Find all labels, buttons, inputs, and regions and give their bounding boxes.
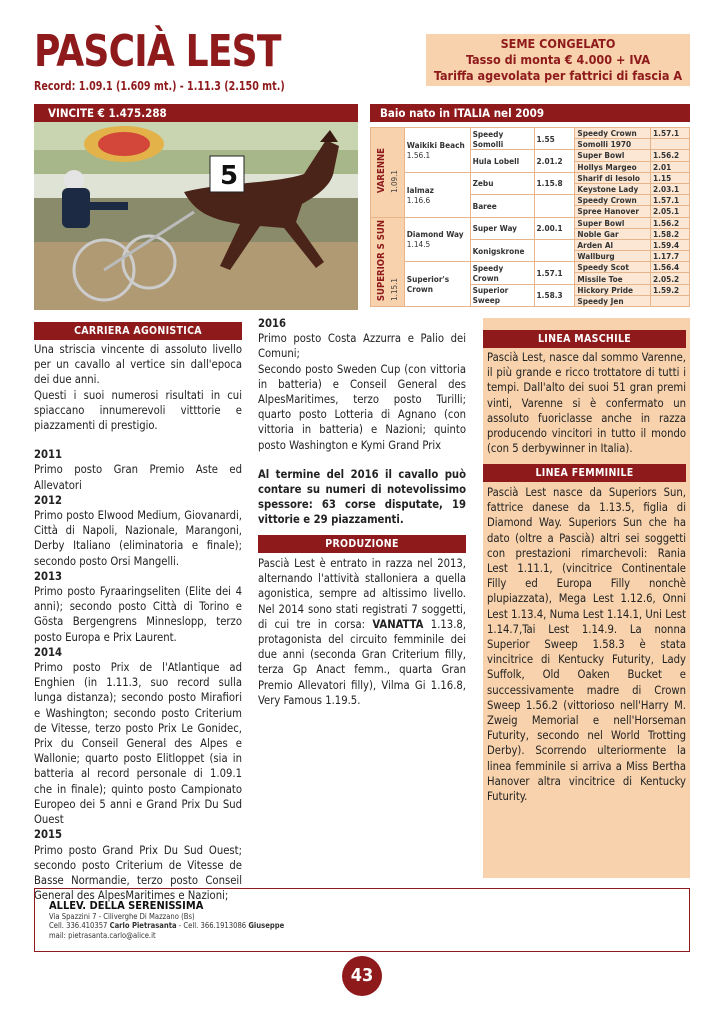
carriera-column-2 xyxy=(258,316,466,528)
g4-record: 2.01 xyxy=(651,161,690,172)
pedigree-table xyxy=(370,127,690,307)
g4-record xyxy=(651,139,690,150)
year-heading: 2016 xyxy=(258,317,287,330)
phone-2[interactable]: - Cell. 366.1913086 xyxy=(176,921,249,931)
g3-record xyxy=(534,195,575,217)
g3-record: 1.15.8 xyxy=(534,172,575,194)
g4-name: Hickory Pride xyxy=(575,284,651,295)
g4-name: Keystone Lady xyxy=(575,183,651,194)
g4-record: 1.59.2 xyxy=(651,284,690,295)
g4-record: 2.05.2 xyxy=(651,273,690,284)
g3-record: 2.00.1 xyxy=(534,217,575,239)
dam-cell xyxy=(371,217,405,307)
g2-record: 1.16.6 xyxy=(406,194,431,205)
g3-name: Speedy Crown xyxy=(470,262,534,284)
g3-name: Hula Lobell xyxy=(470,150,534,172)
g4-name: Speedy Scot xyxy=(575,262,651,273)
frozen-semen-box xyxy=(426,34,690,86)
produzione-text xyxy=(258,556,466,708)
g4-name: Speedy Jen xyxy=(575,295,651,306)
g3-name: Super Way xyxy=(470,217,534,239)
g3-record: 1.57.1 xyxy=(534,262,575,284)
produzione-highlight: VANATTA xyxy=(372,617,424,631)
g4-record: 1.15 xyxy=(651,172,690,183)
linea-maschile-body: Pascià Lest, nasce dal sommo Varenne, il più grande e ricco trottatore di tutti i tempi. Dall'alto dei suoi 51 gran premi vinti, Varenne si è confermato un assoluto fuoriclasse anche in razza producendo vincitori in tutto il mondo (con 5 derbywinner in Italia). xyxy=(487,351,686,456)
g4-record: 1.58.2 xyxy=(651,228,690,239)
produzione-text-a: Pascià Lest è entrato in razza nel 2013, alternando l'attività stalloniera a quella agonistica, sempre ad altissimo livello. Nel 2014 sono stati registrati 7 soggetti, di cui tre in corsa: xyxy=(258,557,466,631)
sire-name: VARENNE xyxy=(375,148,387,194)
g4-name: Hollys Margeo xyxy=(575,161,651,172)
year-results: Primo posto Fyraaringseliten (Elite dei 4 anni); secondo posto Città di Torino e Gösta Bergengrens Minneslopp, terzo posto Europa e Prix Laurent. xyxy=(34,585,242,644)
horse-photo xyxy=(34,122,358,310)
year-results: Primo posto Prix de l'Atlantique ad Enghien (in 1.11.3, suo record sulla lunga distanza); secondo posto Mirafiori e Washington; secondo posto Criterium de Vitesse, terzo posto Prix Le Gonidec, Prix du Conseil General des Alpes e Wallonie; quarto posto Elitloppet (sia in batteria al record personale di 1.09.1 che in finale); quinto posto Campionato Europeo dei 5 anni e Grand Prix Du Sud Ouest xyxy=(34,661,242,827)
g4-name: Somolli 1970 xyxy=(575,139,651,150)
g4-record: 2.05.1 xyxy=(651,206,690,217)
breeder-email[interactable]: mail: pietrasanta.carlo@alice.it xyxy=(49,930,156,940)
g4-name: Arden Al xyxy=(575,239,651,250)
year-heading: 2012 xyxy=(34,493,63,507)
vincite-band: VINCITE € 1.475.288 xyxy=(34,104,358,122)
g2-name: Superior's Crown xyxy=(406,274,450,295)
year-results: Primo posto Elwood Medium, Giovanardi, Città di Napoli, Nazionale, Marangoni, Derby Italiano (eliminatoria e finale); secondo posto Orsi Mangelli. xyxy=(34,509,242,568)
horse-name-title: PASCIÀ LEST xyxy=(34,26,281,77)
g3-record: 2.01.2 xyxy=(534,150,575,172)
phone-1[interactable]: Cell. 336.410357 xyxy=(49,921,110,931)
produzione-heading: PRODUZIONE xyxy=(258,535,466,553)
year-heading: 2015 xyxy=(34,828,63,842)
year-results: Primo posto Gran Premio Aste ed Allevatori xyxy=(34,463,242,492)
carriera-heading: CARRIERA AGONISTICA xyxy=(34,322,242,340)
seme-fee: Tasso di monta € 4.000 + IVA xyxy=(465,52,651,67)
g4-name: Super Bowl xyxy=(575,217,651,228)
g4-name: Speedy Crown xyxy=(575,195,651,206)
sire-record: 1.09.1 xyxy=(389,170,399,194)
year-heading: 2013 xyxy=(34,569,63,583)
carriera-intro: Una striscia vincente di assoluto livello per un cavallo al vertice sin dall'epoca dei due anni. xyxy=(34,343,242,387)
g3-name: Superior Sweep xyxy=(470,284,534,306)
linea-maschile-text xyxy=(487,350,686,456)
contact-name-2: Giuseppe xyxy=(248,921,285,931)
g3-name: Zebu xyxy=(470,172,534,194)
g4-record: 2.03.1 xyxy=(651,183,690,194)
year-heading: 2014 xyxy=(34,645,63,659)
carriera-column xyxy=(34,342,242,903)
sire-cell xyxy=(371,128,405,218)
record-line: Record: 1.09.1 (1.609 mt.) - 1.11.3 (2.150 mt.) xyxy=(34,78,285,93)
g4-record: 1.56.2 xyxy=(651,217,690,228)
g3-name: Speedy Somolli xyxy=(470,128,534,150)
year-heading: 2011 xyxy=(34,448,63,462)
g2-name: Diamond Way xyxy=(406,229,464,240)
linea-femminile-heading: LINEA FEMMINILE xyxy=(483,464,686,482)
g4-record: 1.17.7 xyxy=(651,251,690,262)
g2-record: 1.56.1 xyxy=(406,149,431,160)
g4-name: Wallburg xyxy=(575,251,651,262)
dam-name: SUPERIOR S SUN xyxy=(375,219,387,301)
breeder-box xyxy=(34,888,690,952)
seme-discount: Tariffa agevolata per fattrici di fascia A xyxy=(433,68,683,83)
g4-name: Spree Hanover xyxy=(575,206,651,217)
g4-name: Speedy Crown xyxy=(575,128,651,139)
breeder-address: Via Spazzini 7 - Ciliverghe Di Mazzano (Bs) xyxy=(49,912,195,921)
linea-femminile-text xyxy=(487,485,686,804)
g4-record xyxy=(651,295,690,306)
page-number: 43 xyxy=(342,956,382,996)
seme-title: SEME CONGELATO xyxy=(500,36,616,51)
g2-name: Ialmaz xyxy=(406,184,434,195)
breeder-phones xyxy=(49,921,689,930)
dam-record: 1.15.1 xyxy=(389,277,399,301)
linea-maschile-heading: LINEA MASCHILE xyxy=(483,330,686,348)
g3-name: Baree xyxy=(470,195,534,217)
produzione-text-b: 1.13.8, protagonista del circuito femminile dei due anni (seconda Gran Criterium filly, terza Gp Anact femm., quarta Gran Premio Allevatori filly), Vilma Gi 1.16.8, Very Famous 1.19.5. xyxy=(258,617,466,707)
saddle-number: 5 xyxy=(220,161,239,191)
g4-record: 1.59.4 xyxy=(651,239,690,250)
g2-name: Waikiki Beach xyxy=(406,139,465,150)
g3-record: 1.58.3 xyxy=(534,284,575,306)
g3-record: 1.55 xyxy=(534,128,575,150)
pedigree-title: Baio nato in ITALIA nel 2009 xyxy=(370,104,690,122)
breeder-name: ALLEV. DELLA SERENISSIMA xyxy=(49,899,204,912)
career-summary: Al termine del 2016 il cavallo può contare su numeri di notevolissimo spessore: 63 corse disputate, 19 vittorie e 29 piazzamenti. xyxy=(258,467,466,527)
year-results: Primo posto Costa Azzurra e Palio dei Comuni; xyxy=(258,332,466,361)
g4-name: Missile Toe xyxy=(575,273,651,284)
g4-name: Sharif di Iesolo xyxy=(575,172,651,183)
g4-record: 1.56.2 xyxy=(651,150,690,161)
year-results: Primo posto Grand Prix Du Sud Ouest; secondo posto Criterium de Vitesse de Basse Normandie, terzo posto Conseil General des AlpesMaritimes e Nazioni; xyxy=(34,843,242,903)
contact-name-1: Carlo Pietrasanta xyxy=(109,921,177,931)
g2-record: 1.14.5 xyxy=(406,239,431,250)
g3-name: Konigskrone xyxy=(470,239,534,261)
carriera-intro: Questi i suoi numerosi risultati in cui spiaccano innumerevoli vitttorie e piazzamenti di prestigio. xyxy=(34,388,242,433)
g4-name: Super Bowl xyxy=(575,150,651,161)
g4-record: 1.57.1 xyxy=(651,195,690,206)
g4-record: 1.56.4 xyxy=(651,262,690,273)
linea-femminile-body: Pascià Lest nasce da Superiors Sun, fattrice danese da 1.13.5, figlia di Diamond Way. Superiors Sun che ha dato (oltre a Pascià) altri sei soggetti con prestazioni rimarchevoli: Rania Lest 1.11.1, (vincitrice Continentale Filly ed Europa Filly nonchè plupiazzata), Mega Lest 1.12.6, Onni Lest 1.13.4, Numa Lest 1.14.1, Uni Lest 1.14.7,Tai Lest 1.14.9. La nonna Superior Sweep 1.58.3 è stata vincitrice di Kentucky Futurity, Lady Suffolk, Old Oaken Bucket e successivamente madre di Crown Sweep 1.56.2 (vittorioso nell'Harry M. Zweig Memorial e nell'Horseman Futurity, secondo nel World Trotting Derby). Scorrendo ulteriormente la linea femminile si arriva a Miss Bertha Hanover altra vincitrice di Kentucky Futurity. xyxy=(487,486,686,804)
g4-name: Noble Gar xyxy=(575,228,651,239)
year-results: Secondo posto Sweden Cup (con vittoria in batteria) e Conseil General des AlpesMaritimes, terzo posto Turilli; quarto posto Lotteria di Agnano (con vittoria in batteria) e Nazioni; quinto posto Washington e Kymi Grand Prix xyxy=(258,362,466,452)
g3-record xyxy=(534,239,575,261)
g4-record: 1.57.1 xyxy=(651,128,690,139)
